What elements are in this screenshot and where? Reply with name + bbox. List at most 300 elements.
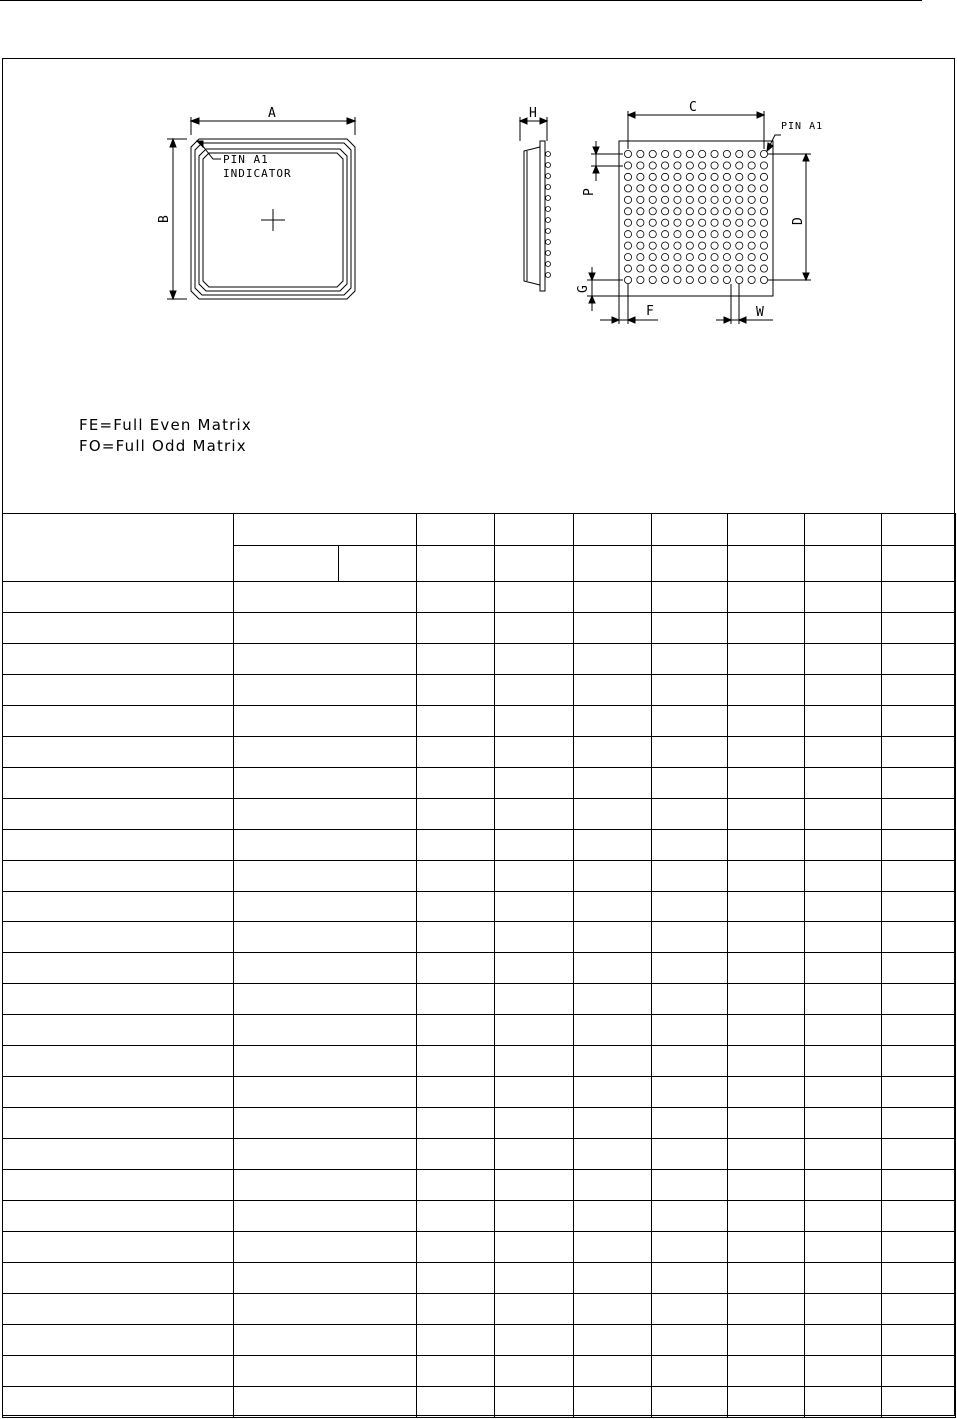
table-cell <box>234 1293 417 1324</box>
table-cell <box>3 1046 234 1077</box>
table-cell <box>417 643 495 674</box>
table-cell <box>417 582 495 613</box>
table-cell <box>417 767 495 798</box>
table-cell <box>728 1077 805 1108</box>
table-row <box>3 1201 956 1232</box>
solder-ball <box>711 253 718 260</box>
solder-ball <box>736 185 743 192</box>
solder-ball <box>699 150 706 157</box>
solder-ball <box>649 185 656 192</box>
table-cell <box>234 582 417 613</box>
table-cell <box>882 674 956 705</box>
table-cell <box>234 1232 417 1263</box>
table-cell <box>574 1108 652 1139</box>
solder-ball <box>711 219 718 226</box>
table-cell <box>652 922 728 953</box>
solder-ball <box>674 276 681 283</box>
solder-ball <box>674 231 681 238</box>
solder-ball <box>661 162 668 169</box>
table-cell <box>882 1077 956 1108</box>
solder-ball <box>649 276 656 283</box>
table-cell <box>728 1262 805 1293</box>
table-cell <box>495 860 574 891</box>
table-cell <box>3 1232 234 1263</box>
table-cell <box>805 829 882 860</box>
table-cell <box>495 612 574 643</box>
table-cell <box>574 1355 652 1386</box>
table-cell <box>652 1139 728 1170</box>
solder-ball <box>723 185 730 192</box>
table-header-cell <box>495 514 574 546</box>
table-cell <box>728 922 805 953</box>
table-row <box>3 1262 956 1293</box>
table-row <box>3 1108 956 1139</box>
solder-ball <box>624 265 631 272</box>
table-cell <box>3 582 234 613</box>
solder-ball <box>624 219 631 226</box>
table-cell <box>574 860 652 891</box>
table-cell <box>882 1262 956 1293</box>
dim-label-f: F <box>646 304 654 319</box>
solder-ball <box>637 196 644 203</box>
solder-ball <box>674 173 681 180</box>
table-cell <box>495 984 574 1015</box>
solder-ball <box>699 185 706 192</box>
table-cell <box>882 798 956 829</box>
table-cell <box>652 984 728 1015</box>
solder-ball <box>624 208 631 215</box>
solder-ball <box>748 150 755 157</box>
solder-ball <box>736 253 743 260</box>
solder-ball <box>699 196 706 203</box>
solder-ball <box>760 162 767 169</box>
pin-a1-bottom-label: PIN A1 <box>781 121 824 132</box>
table-cell <box>495 829 574 860</box>
solder-ball <box>637 208 644 215</box>
table-cell <box>728 891 805 922</box>
table-row <box>3 736 956 767</box>
table-cell <box>417 1386 495 1417</box>
table-header-cell <box>574 514 652 546</box>
solder-ball <box>748 162 755 169</box>
solder-ball <box>686 231 693 238</box>
table-cell <box>882 1386 956 1417</box>
table-cell <box>3 1262 234 1293</box>
table-cell <box>234 953 417 984</box>
solder-ball <box>686 196 693 203</box>
table-cell <box>495 1139 574 1170</box>
solder-ball <box>748 265 755 272</box>
solder-ball <box>661 196 668 203</box>
solder-ball <box>723 208 730 215</box>
table-cell <box>805 1108 882 1139</box>
solder-ball <box>760 265 767 272</box>
table-cell <box>652 1077 728 1108</box>
table-cell <box>728 953 805 984</box>
table-cell <box>3 705 234 736</box>
solder-ball <box>637 242 644 249</box>
table-cell <box>805 953 882 984</box>
table-cell <box>882 953 956 984</box>
solder-ball <box>661 242 668 249</box>
table-cell <box>574 1170 652 1201</box>
solder-ball <box>624 173 631 180</box>
table-cell <box>882 1201 956 1232</box>
table-cell <box>805 1324 882 1355</box>
table-row <box>3 705 956 736</box>
solder-ball <box>699 253 706 260</box>
table-cell <box>3 829 234 860</box>
table-cell <box>234 1046 417 1077</box>
table-header-cell <box>805 514 882 546</box>
table-cell <box>417 1108 495 1139</box>
solder-ball <box>699 173 706 180</box>
table-cell <box>805 798 882 829</box>
solder-ball <box>624 196 631 203</box>
solder-ball <box>711 208 718 215</box>
dim-label-h: H <box>529 106 537 121</box>
solder-ball <box>686 185 693 192</box>
table-cell <box>805 891 882 922</box>
table-cell <box>417 798 495 829</box>
solder-ball <box>674 185 681 192</box>
table-header-cell <box>882 546 956 582</box>
table-header-cell <box>495 546 574 582</box>
table-cell <box>574 1232 652 1263</box>
table-cell <box>417 860 495 891</box>
solder-ball <box>748 173 755 180</box>
table-cell <box>234 891 417 922</box>
table-cell <box>882 829 956 860</box>
table-row <box>3 953 956 984</box>
solder-ball <box>748 231 755 238</box>
table-cell <box>234 1262 417 1293</box>
table-cell <box>728 1232 805 1263</box>
solder-ball <box>661 231 668 238</box>
table-cell <box>574 705 652 736</box>
table-cell <box>805 1015 882 1046</box>
table-cell <box>652 1324 728 1355</box>
table-cell <box>495 1262 574 1293</box>
solder-ball <box>686 253 693 260</box>
table-cell <box>495 922 574 953</box>
table-cell <box>728 1355 805 1386</box>
table-cell <box>805 1355 882 1386</box>
solder-ball <box>649 253 656 260</box>
dim-label-d: D <box>791 217 806 225</box>
table-cell <box>728 1015 805 1046</box>
solder-ball <box>674 150 681 157</box>
solder-ball <box>723 173 730 180</box>
solder-ball <box>649 208 656 215</box>
table-cell <box>495 1232 574 1263</box>
table-cell <box>574 1015 652 1046</box>
dimension-table <box>2 513 956 1418</box>
table-cell <box>805 1262 882 1293</box>
table-cell <box>234 1139 417 1170</box>
table-cell <box>805 767 882 798</box>
table-cell <box>3 1201 234 1232</box>
solder-ball <box>674 242 681 249</box>
table-header-cell <box>805 546 882 582</box>
table-cell <box>417 1046 495 1077</box>
table-cell <box>652 953 728 984</box>
table-cell <box>574 953 652 984</box>
table-header-cell <box>728 546 805 582</box>
table-cell <box>805 1386 882 1417</box>
table-cell <box>652 1262 728 1293</box>
table-row <box>3 1139 956 1170</box>
solder-ball <box>686 173 693 180</box>
bottom-view-ball-grid <box>624 150 767 283</box>
table-cell <box>3 1170 234 1201</box>
solder-ball <box>736 150 743 157</box>
table-header-cell <box>417 546 495 582</box>
table-cell <box>495 674 574 705</box>
table-cell <box>234 705 417 736</box>
solder-ball <box>649 231 656 238</box>
solder-ball <box>637 185 644 192</box>
table-cell <box>882 643 956 674</box>
solder-ball <box>674 208 681 215</box>
table-cell <box>495 1077 574 1108</box>
solder-ball <box>736 265 743 272</box>
table-cell <box>882 891 956 922</box>
table-cell <box>3 767 234 798</box>
table-cell <box>234 984 417 1015</box>
table-cell <box>417 736 495 767</box>
table-cell <box>234 736 417 767</box>
table-cell <box>882 1324 956 1355</box>
solder-ball <box>711 162 718 169</box>
table-cell <box>574 612 652 643</box>
dim-label-g: G <box>576 285 591 293</box>
table-cell <box>652 860 728 891</box>
table-cell <box>652 1232 728 1263</box>
table-row <box>3 767 956 798</box>
table-header-cell <box>652 546 728 582</box>
table-cell <box>234 1201 417 1232</box>
table-cell <box>3 1386 234 1417</box>
table-row <box>3 582 956 613</box>
solder-ball <box>711 150 718 157</box>
table-cell <box>417 1170 495 1201</box>
table-row <box>3 1170 956 1201</box>
solder-ball <box>686 208 693 215</box>
table-cell <box>882 1108 956 1139</box>
table-cell <box>652 736 728 767</box>
table-cell <box>417 922 495 953</box>
solder-ball <box>661 208 668 215</box>
solder-ball <box>711 242 718 249</box>
table-cell <box>574 1386 652 1417</box>
table-cell <box>882 1139 956 1170</box>
solder-ball <box>723 150 730 157</box>
table-cell <box>574 643 652 674</box>
table-cell <box>234 860 417 891</box>
table-cell <box>805 1046 882 1077</box>
table-row <box>3 1293 956 1324</box>
table-cell <box>574 582 652 613</box>
table-cell <box>882 1046 956 1077</box>
solder-ball <box>637 173 644 180</box>
solder-ball <box>711 185 718 192</box>
table-cell <box>882 736 956 767</box>
solder-ball <box>674 265 681 272</box>
table-row <box>3 643 956 674</box>
solder-ball <box>723 265 730 272</box>
table-cell <box>234 1324 417 1355</box>
table-cell <box>652 674 728 705</box>
table-cell <box>234 643 417 674</box>
table-cell <box>805 922 882 953</box>
table-cell <box>652 829 728 860</box>
table-cell <box>234 1108 417 1139</box>
solder-ball <box>649 162 656 169</box>
table-cell <box>574 674 652 705</box>
table-cell <box>652 1386 728 1417</box>
table-cell <box>728 798 805 829</box>
table-cell <box>805 674 882 705</box>
table-cell <box>882 1232 956 1263</box>
table-cell <box>805 1139 882 1170</box>
table-cell <box>805 1293 882 1324</box>
solder-ball <box>723 219 730 226</box>
table-cell <box>728 705 805 736</box>
table-cell <box>234 1386 417 1417</box>
table-cell <box>652 891 728 922</box>
table-cell <box>3 612 234 643</box>
table-cell <box>574 1201 652 1232</box>
table-cell <box>728 984 805 1015</box>
table-cell <box>805 705 882 736</box>
solder-ball <box>736 162 743 169</box>
solder-ball <box>736 276 743 283</box>
table-cell <box>417 1015 495 1046</box>
table-cell <box>574 1077 652 1108</box>
solder-ball <box>674 219 681 226</box>
table-cell <box>3 1015 234 1046</box>
table-cell <box>805 1077 882 1108</box>
table-row <box>3 860 956 891</box>
solder-ball <box>686 150 693 157</box>
solder-ball <box>661 150 668 157</box>
solder-ball <box>723 242 730 249</box>
solder-ball <box>699 219 706 226</box>
solder-ball <box>637 150 644 157</box>
table-cell <box>495 891 574 922</box>
table-cell <box>652 582 728 613</box>
table-cell <box>805 1170 882 1201</box>
table-cell <box>882 582 956 613</box>
table-row <box>3 798 956 829</box>
table-cell <box>417 705 495 736</box>
solder-ball <box>711 265 718 272</box>
table-cell <box>495 1355 574 1386</box>
table-cell <box>417 1201 495 1232</box>
solder-ball <box>661 185 668 192</box>
solder-ball <box>748 242 755 249</box>
table-header-cell <box>882 514 956 546</box>
solder-ball <box>736 242 743 249</box>
table-cell <box>234 1355 417 1386</box>
solder-ball <box>661 253 668 260</box>
table-header-cell <box>728 514 805 546</box>
table-header-cell <box>652 514 728 546</box>
table-cell <box>417 1139 495 1170</box>
dim-label-a: A <box>268 106 276 121</box>
table-cell <box>652 1355 728 1386</box>
table-cell <box>495 1324 574 1355</box>
table-header-cell <box>234 546 339 582</box>
solder-ball <box>760 196 767 203</box>
table-cell <box>574 736 652 767</box>
solder-ball <box>711 196 718 203</box>
table-cell <box>805 860 882 891</box>
solder-ball <box>711 173 718 180</box>
solder-ball <box>760 253 767 260</box>
solder-ball <box>736 173 743 180</box>
table-cell <box>728 1108 805 1139</box>
solder-ball <box>649 219 656 226</box>
table-cell <box>495 582 574 613</box>
dim-label-c: C <box>689 100 697 115</box>
solder-ball <box>711 276 718 283</box>
solder-ball <box>649 150 656 157</box>
table-row <box>3 1232 956 1263</box>
table-cell <box>574 1262 652 1293</box>
table-cell <box>728 1293 805 1324</box>
solder-ball <box>723 162 730 169</box>
bottom-view-body <box>619 141 773 296</box>
solder-ball <box>674 162 681 169</box>
table-cell <box>728 674 805 705</box>
table-cell <box>417 1324 495 1355</box>
table-row <box>3 1386 956 1417</box>
table-cell <box>495 767 574 798</box>
table-cell <box>3 1108 234 1139</box>
solder-ball <box>723 253 730 260</box>
table-cell <box>805 643 882 674</box>
table-cell <box>417 953 495 984</box>
table-cell <box>417 1355 495 1386</box>
table-cell <box>417 1232 495 1263</box>
table-cell <box>495 643 574 674</box>
solder-ball <box>748 253 755 260</box>
table-cell <box>495 736 574 767</box>
table-cell <box>805 1201 882 1232</box>
table-cell <box>574 1046 652 1077</box>
table-cell <box>234 829 417 860</box>
table-cell <box>234 1170 417 1201</box>
table-cell <box>417 891 495 922</box>
solder-ball <box>649 173 656 180</box>
table-cell <box>234 767 417 798</box>
dim-label-w: W <box>756 305 764 320</box>
table-row <box>3 1355 956 1386</box>
table-cell <box>882 1355 956 1386</box>
table-cell <box>652 1108 728 1139</box>
solder-ball <box>661 173 668 180</box>
table-cell <box>234 1077 417 1108</box>
table-cell <box>3 891 234 922</box>
table-row <box>3 674 956 705</box>
table-cell <box>574 984 652 1015</box>
table-cell <box>882 922 956 953</box>
solder-ball <box>624 231 631 238</box>
table-cell <box>652 1046 728 1077</box>
table-cell <box>728 1201 805 1232</box>
